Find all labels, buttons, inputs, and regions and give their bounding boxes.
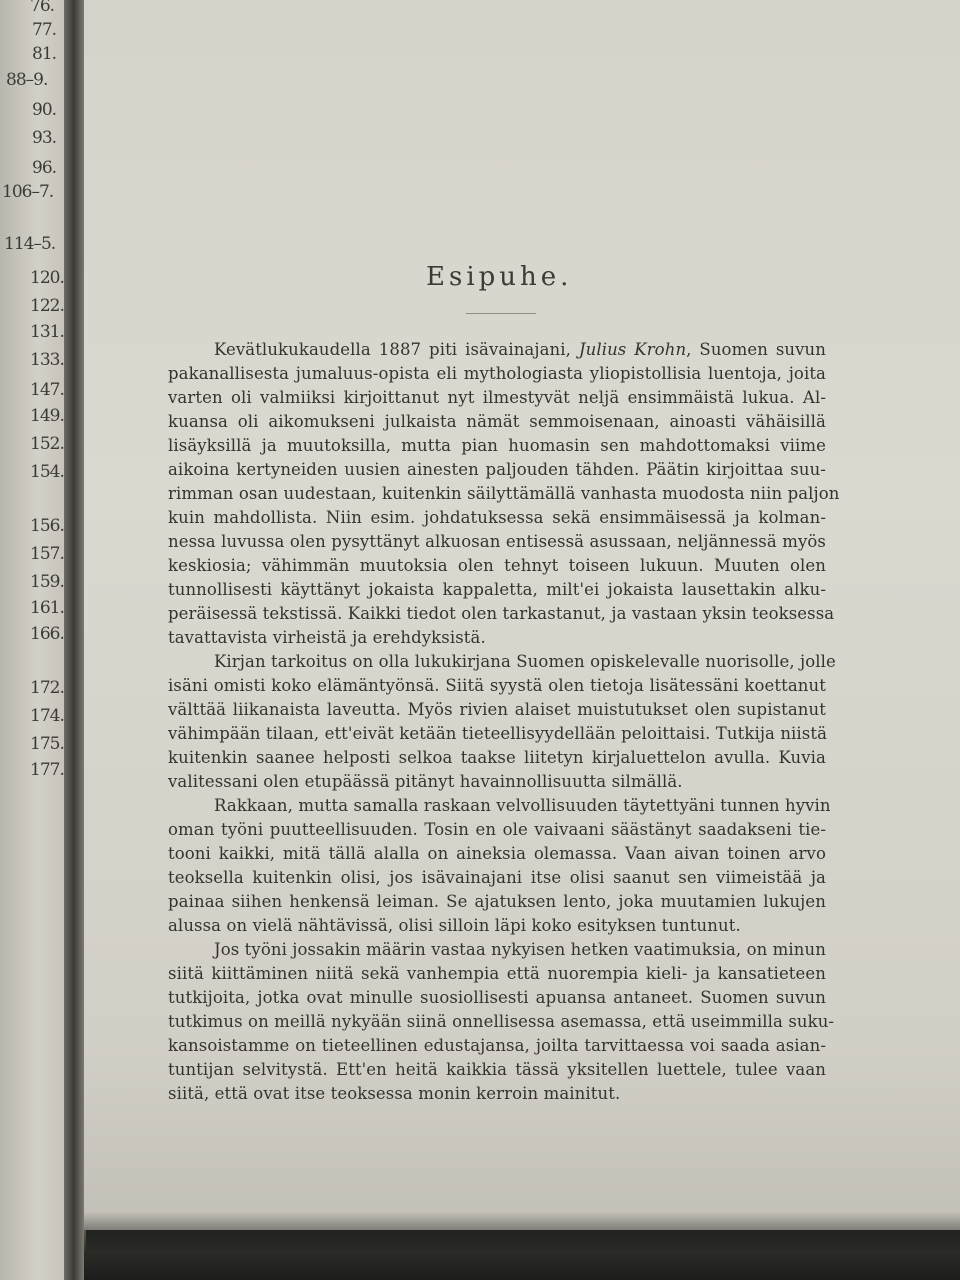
text-line: peräisessä tekstissä. Kaikki tiedot olen tarkastanut, ja vastaan yksin teoksessa xyxy=(168,604,835,623)
book-gutter xyxy=(64,0,86,1280)
text-line: tavattavista virheistä ja erehdyksistä. xyxy=(168,628,486,647)
text-line: vähimpään tilaan, ett'eivät ketään tieteellisyydellään peloittaisi. Tutkija niistä xyxy=(168,724,828,743)
text-line: aikoina kertyneiden uusien ainesten paljouden tähden. Päätin kirjoittaa suu- xyxy=(168,460,826,479)
page-number-ref: 156. xyxy=(30,516,64,536)
text-line: Rakkaan, mutta samalla raskaan velvollisuuden täytettyäni tunnen hyvin xyxy=(214,796,831,815)
text-line: siitä, että ovat itse teoksessa monin kerroin mainitut. xyxy=(168,1084,621,1103)
text-line: tunnollisesti käyttänyt jokaista kappaletta, milt'ei jokaista lausettakin alku- xyxy=(168,580,826,599)
page-number-ref: 88–9. xyxy=(6,70,48,90)
text-line: lisäyksillä ja muutoksilla, mutta pian huomasin sen mahdottomaksi viime xyxy=(168,436,826,455)
text-line: rimman osan uudestaan, kuitenkin säilyttämällä vanhasta muodosta niin paljon xyxy=(168,484,840,503)
text-line: keskiosia; vähimmän muutoksia olen tehnyt toiseen lukuun. Muuten olen xyxy=(168,556,826,575)
page-number-ref: 90. xyxy=(32,100,57,120)
author-name: Julius Krohn xyxy=(578,340,687,359)
text-line: painaa siihen henkensä leiman. Se ajatuksen lento, joka muutamien lukujen xyxy=(168,892,826,911)
page-number-ref: 114–5. xyxy=(4,234,56,254)
text-line: Jos työni jossakin määrin vastaa nykyisen hetken vaatimuksia, on minun xyxy=(214,940,826,959)
left-page-margin xyxy=(0,0,70,1280)
page-number-ref: 76. xyxy=(30,0,55,16)
text-line: kansoistamme on tieteellinen edustajansa, joilta tarvittaessa voi saada asian- xyxy=(168,1036,826,1055)
text-line: varten oli valmiiksi kirjoittanut nyt ilmestyvät neljä ensimmäistä lukua. Al- xyxy=(168,388,826,407)
page-number-ref: 77. xyxy=(32,20,57,40)
text-line: kuansa oli aikomukseni julkaista nämät semmoisenaan, ainoasti vähäisillä xyxy=(168,412,826,431)
page-number-ref: 174. xyxy=(30,706,64,726)
page-number-ref: 122. xyxy=(30,296,64,316)
page-number-ref: 161. xyxy=(30,598,64,618)
page-number-ref: 172. xyxy=(30,678,64,698)
text-line: tutkijoita, jotka ovat minulle suosiollisesti apuansa antaneet. Suomen suvun xyxy=(168,988,826,1007)
page-number-ref: 154. xyxy=(30,462,64,482)
page-number-ref: 131. xyxy=(30,322,64,342)
page-number-ref: 175. xyxy=(30,734,64,754)
page-number-ref: 152. xyxy=(30,434,64,454)
text-line: oman työni puutteellisuuden. Tosin en ole vaivaani säästänyt saadakseni tie- xyxy=(168,820,826,839)
page-title: Esipuhe. xyxy=(426,262,573,292)
text-line: kuitenkin saanee helposti selkoa taakse liitetyn kirjaluettelon avulla. Kuvia xyxy=(168,748,826,767)
page-number-ref: 96. xyxy=(32,158,57,178)
text-line: alussa on vielä nähtävissä, olisi silloin läpi koko esityksen tuntunut. xyxy=(168,916,741,935)
page-number-ref: 166. xyxy=(30,624,64,644)
text-line: tuntijan selvitystä. Ett'en heitä kaikkia tässä yksitellen luettele, tulee vaan xyxy=(168,1060,826,1079)
text-line: Kirjan tarkoitus on olla lukukirjana Suomen opiskelevalle nuorisolle, jolle xyxy=(214,652,836,671)
text-line: tutkimus on meillä nykyään siinä onnellisessa asemassa, että useimmilla suku- xyxy=(168,1012,835,1031)
page-number-ref: 157. xyxy=(30,544,64,564)
page-bottom-shadow xyxy=(84,1212,960,1280)
text-line: tooni kaikki, mitä tällä alalla on aineksia olemassa. Vaan aivan toinen arvo xyxy=(168,844,826,863)
text-line: kuin mahdollista. Niin esim. johdatuksessa sekä ensimmäisessä ja kolman- xyxy=(168,508,826,527)
page-number-ref: 93. xyxy=(32,128,57,148)
text-line: valitessani olen etupäässä pitänyt havainnollisuutta silmällä. xyxy=(168,772,683,791)
page-number-ref: 106–7. xyxy=(2,182,54,202)
page-number-ref: 81. xyxy=(32,44,57,64)
text-line: Kevätlukukaudella 1887 piti isävainajani, Julius Krohn, Suomen suvun xyxy=(214,340,826,359)
text-line: pakanallisesta jumaluus-opista eli mythologiasta yliopistollisia luentoja, joita xyxy=(168,364,826,383)
page-number-ref: 149. xyxy=(30,406,64,426)
page-number-ref: 120. xyxy=(30,268,64,288)
text-line: siitä kiittäminen niitä sekä vanhempia että nuorempia kieli- ja kansatieteen xyxy=(168,964,826,983)
text-line: teoksella kuitenkin olisi, jos isävainajani itse olisi saanut sen viimeistää ja xyxy=(168,868,826,887)
page-number-ref: 177. xyxy=(30,760,64,780)
page-number-ref: 159. xyxy=(30,572,64,592)
text-line: välttää liikanaista laveutta. Myös rivien alaiset muistutukset olen supistanut xyxy=(168,700,826,719)
title-divider xyxy=(466,313,536,314)
text-line: isäni omisti koko elämäntyönsä. Siitä syystä olen tietoja lisätessäni koettanut xyxy=(168,676,826,695)
page-number-ref: 147. xyxy=(30,380,64,400)
page-number-ref: 133. xyxy=(30,350,64,370)
text-line: nessa luvussa olen pysyttänyt alkuosan entisessä asussaan, neljännessä myös xyxy=(168,532,826,551)
